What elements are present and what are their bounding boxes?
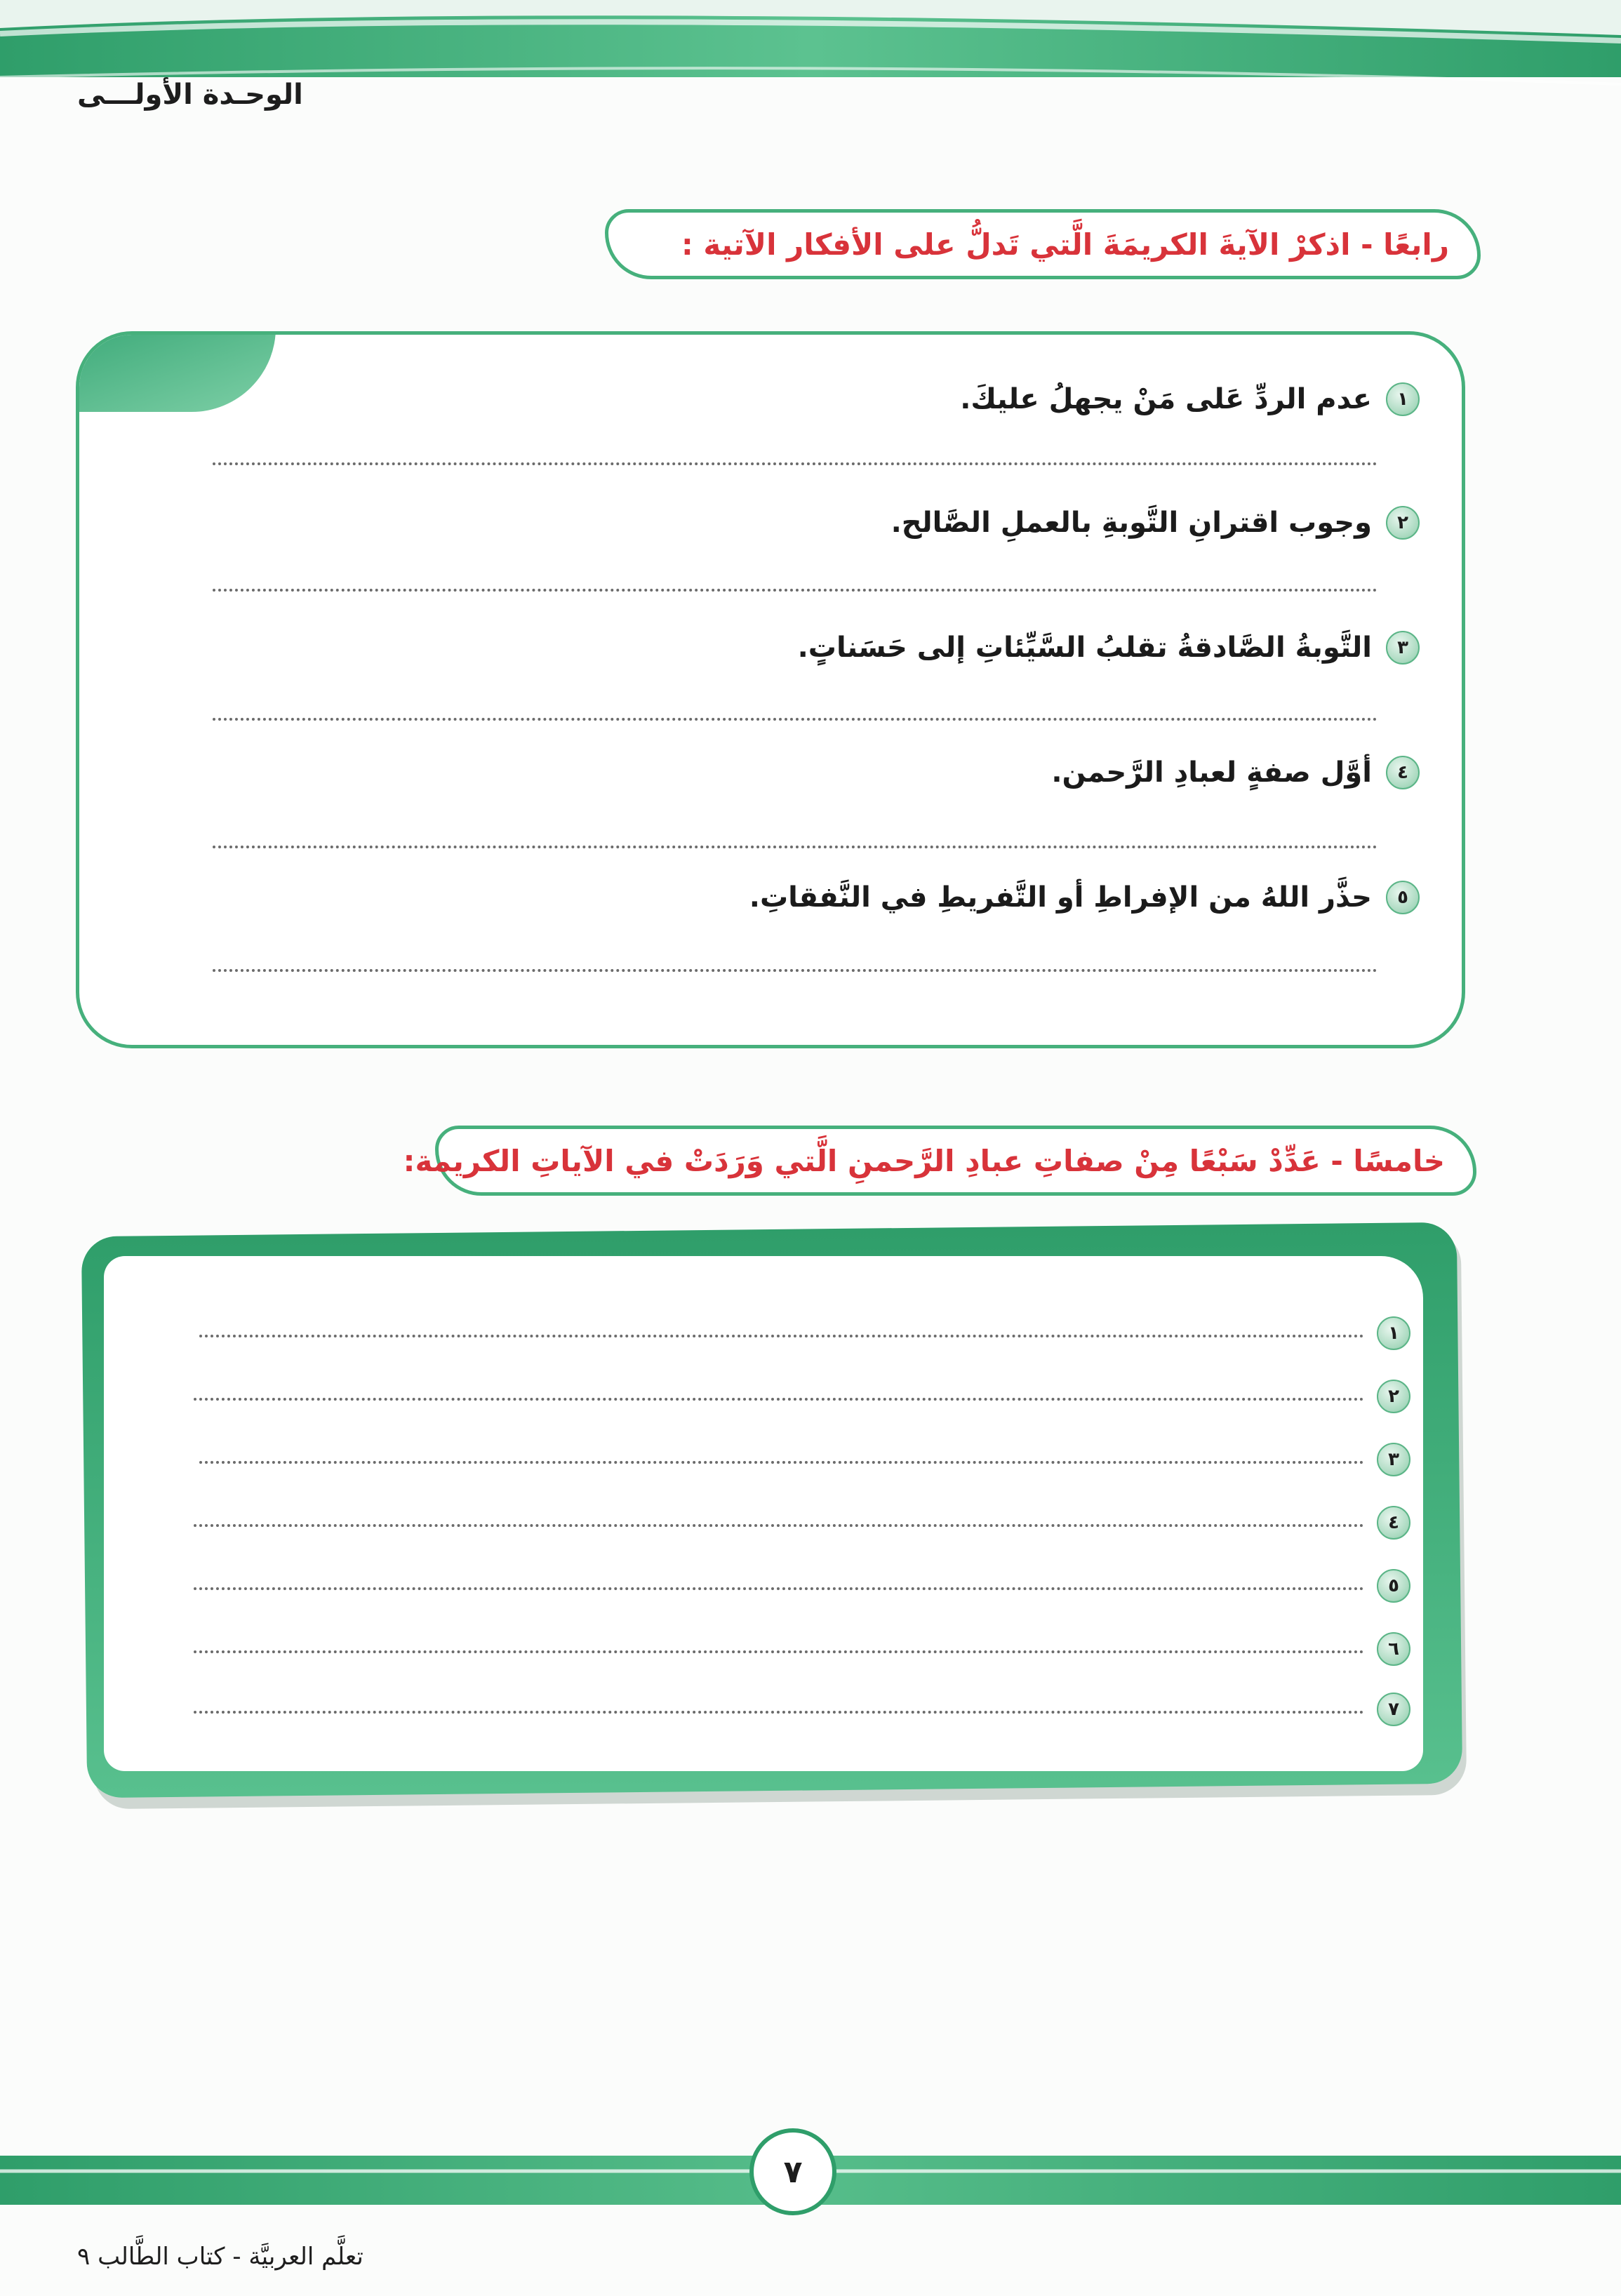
answer-line[interactable] xyxy=(194,1587,1364,1590)
answer-line[interactable] xyxy=(199,1335,1364,1337)
item-number-badge: ٥ xyxy=(1386,881,1420,914)
answer-line[interactable] xyxy=(194,1524,1364,1527)
corner-tab-decoration xyxy=(76,331,276,412)
unit-title: الوحـدة الأولـــى xyxy=(77,79,303,111)
question-item-4 xyxy=(1051,756,1420,789)
item-number-badge: ٤ xyxy=(1386,756,1420,789)
book-title: تعلَّم العربيَّة - كتاب الطَّالب ٩ xyxy=(77,2243,363,2271)
section4-box xyxy=(76,331,1465,1048)
item-number-badge: ٥ xyxy=(1377,1569,1410,1603)
answer-line[interactable] xyxy=(199,1461,1364,1464)
question-text: التَّوبةُ الصَّادقةُ تقلبُ السَّيِّئاتِ إلى حَسَناتٍ. xyxy=(797,632,1372,664)
answer-line[interactable] xyxy=(213,462,1377,465)
answer-line[interactable] xyxy=(213,589,1377,592)
item-number-badge: ٢ xyxy=(1386,506,1420,540)
answer-line[interactable] xyxy=(213,969,1377,972)
question-text: وجوب اقترانِ التَّوبةِ بالعملِ الصَّالح. xyxy=(890,507,1372,539)
answer-row-7 xyxy=(1377,1693,1410,1726)
answer-line[interactable] xyxy=(213,718,1377,721)
answer-row-3 xyxy=(1377,1443,1410,1476)
answer-line[interactable] xyxy=(213,846,1377,848)
answer-row-5 xyxy=(1377,1569,1410,1603)
question-item-1 xyxy=(960,382,1420,416)
question-text: أوَّل صفةٍ لعبادِ الرَّحمن. xyxy=(1051,756,1372,789)
answer-row-1 xyxy=(1377,1316,1410,1350)
answer-line[interactable] xyxy=(194,1398,1364,1401)
item-number-badge: ١ xyxy=(1377,1316,1410,1350)
question-text: حذَّر اللهُ من الإفراطِ أو التَّفريطِ في النَّفقاتِ. xyxy=(749,881,1372,914)
question-item-3 xyxy=(798,631,1420,665)
answer-line[interactable] xyxy=(194,1711,1364,1714)
page-number: ٧ xyxy=(749,2128,836,2215)
item-number-badge: ٢ xyxy=(1377,1380,1410,1413)
question-text: عدم الردِّ عَلى مَنْ يجهلُ عليكَ. xyxy=(960,383,1372,415)
item-number-badge: ٤ xyxy=(1377,1506,1410,1540)
answer-row-2 xyxy=(1377,1380,1410,1413)
item-number-badge: ٣ xyxy=(1386,631,1420,665)
answer-line[interactable] xyxy=(194,1650,1364,1653)
section4-title: رابعًا - اذكرْ الآيةَ الكريمَةَ الَّتي تَدلُّ على الأفكار الآتية : xyxy=(605,209,1481,279)
answer-row-6 xyxy=(1377,1632,1410,1666)
section5-box-inner xyxy=(104,1256,1423,1771)
question-item-5 xyxy=(749,881,1420,914)
item-number-badge: ٧ xyxy=(1377,1693,1410,1726)
item-number-badge: ٦ xyxy=(1377,1632,1410,1666)
section5-title: خامسًا - عَدِّدْ سَبْعًا مِنْ صفاتِ عبادِ الرَّحمنِ الَّتي وَرَدَتْ في الآياتِ الكريمة: xyxy=(435,1126,1476,1196)
question-item-2 xyxy=(891,506,1420,540)
answer-row-4 xyxy=(1377,1506,1410,1540)
item-number-badge: ٣ xyxy=(1377,1443,1410,1476)
item-number-badge: ١ xyxy=(1386,382,1420,416)
